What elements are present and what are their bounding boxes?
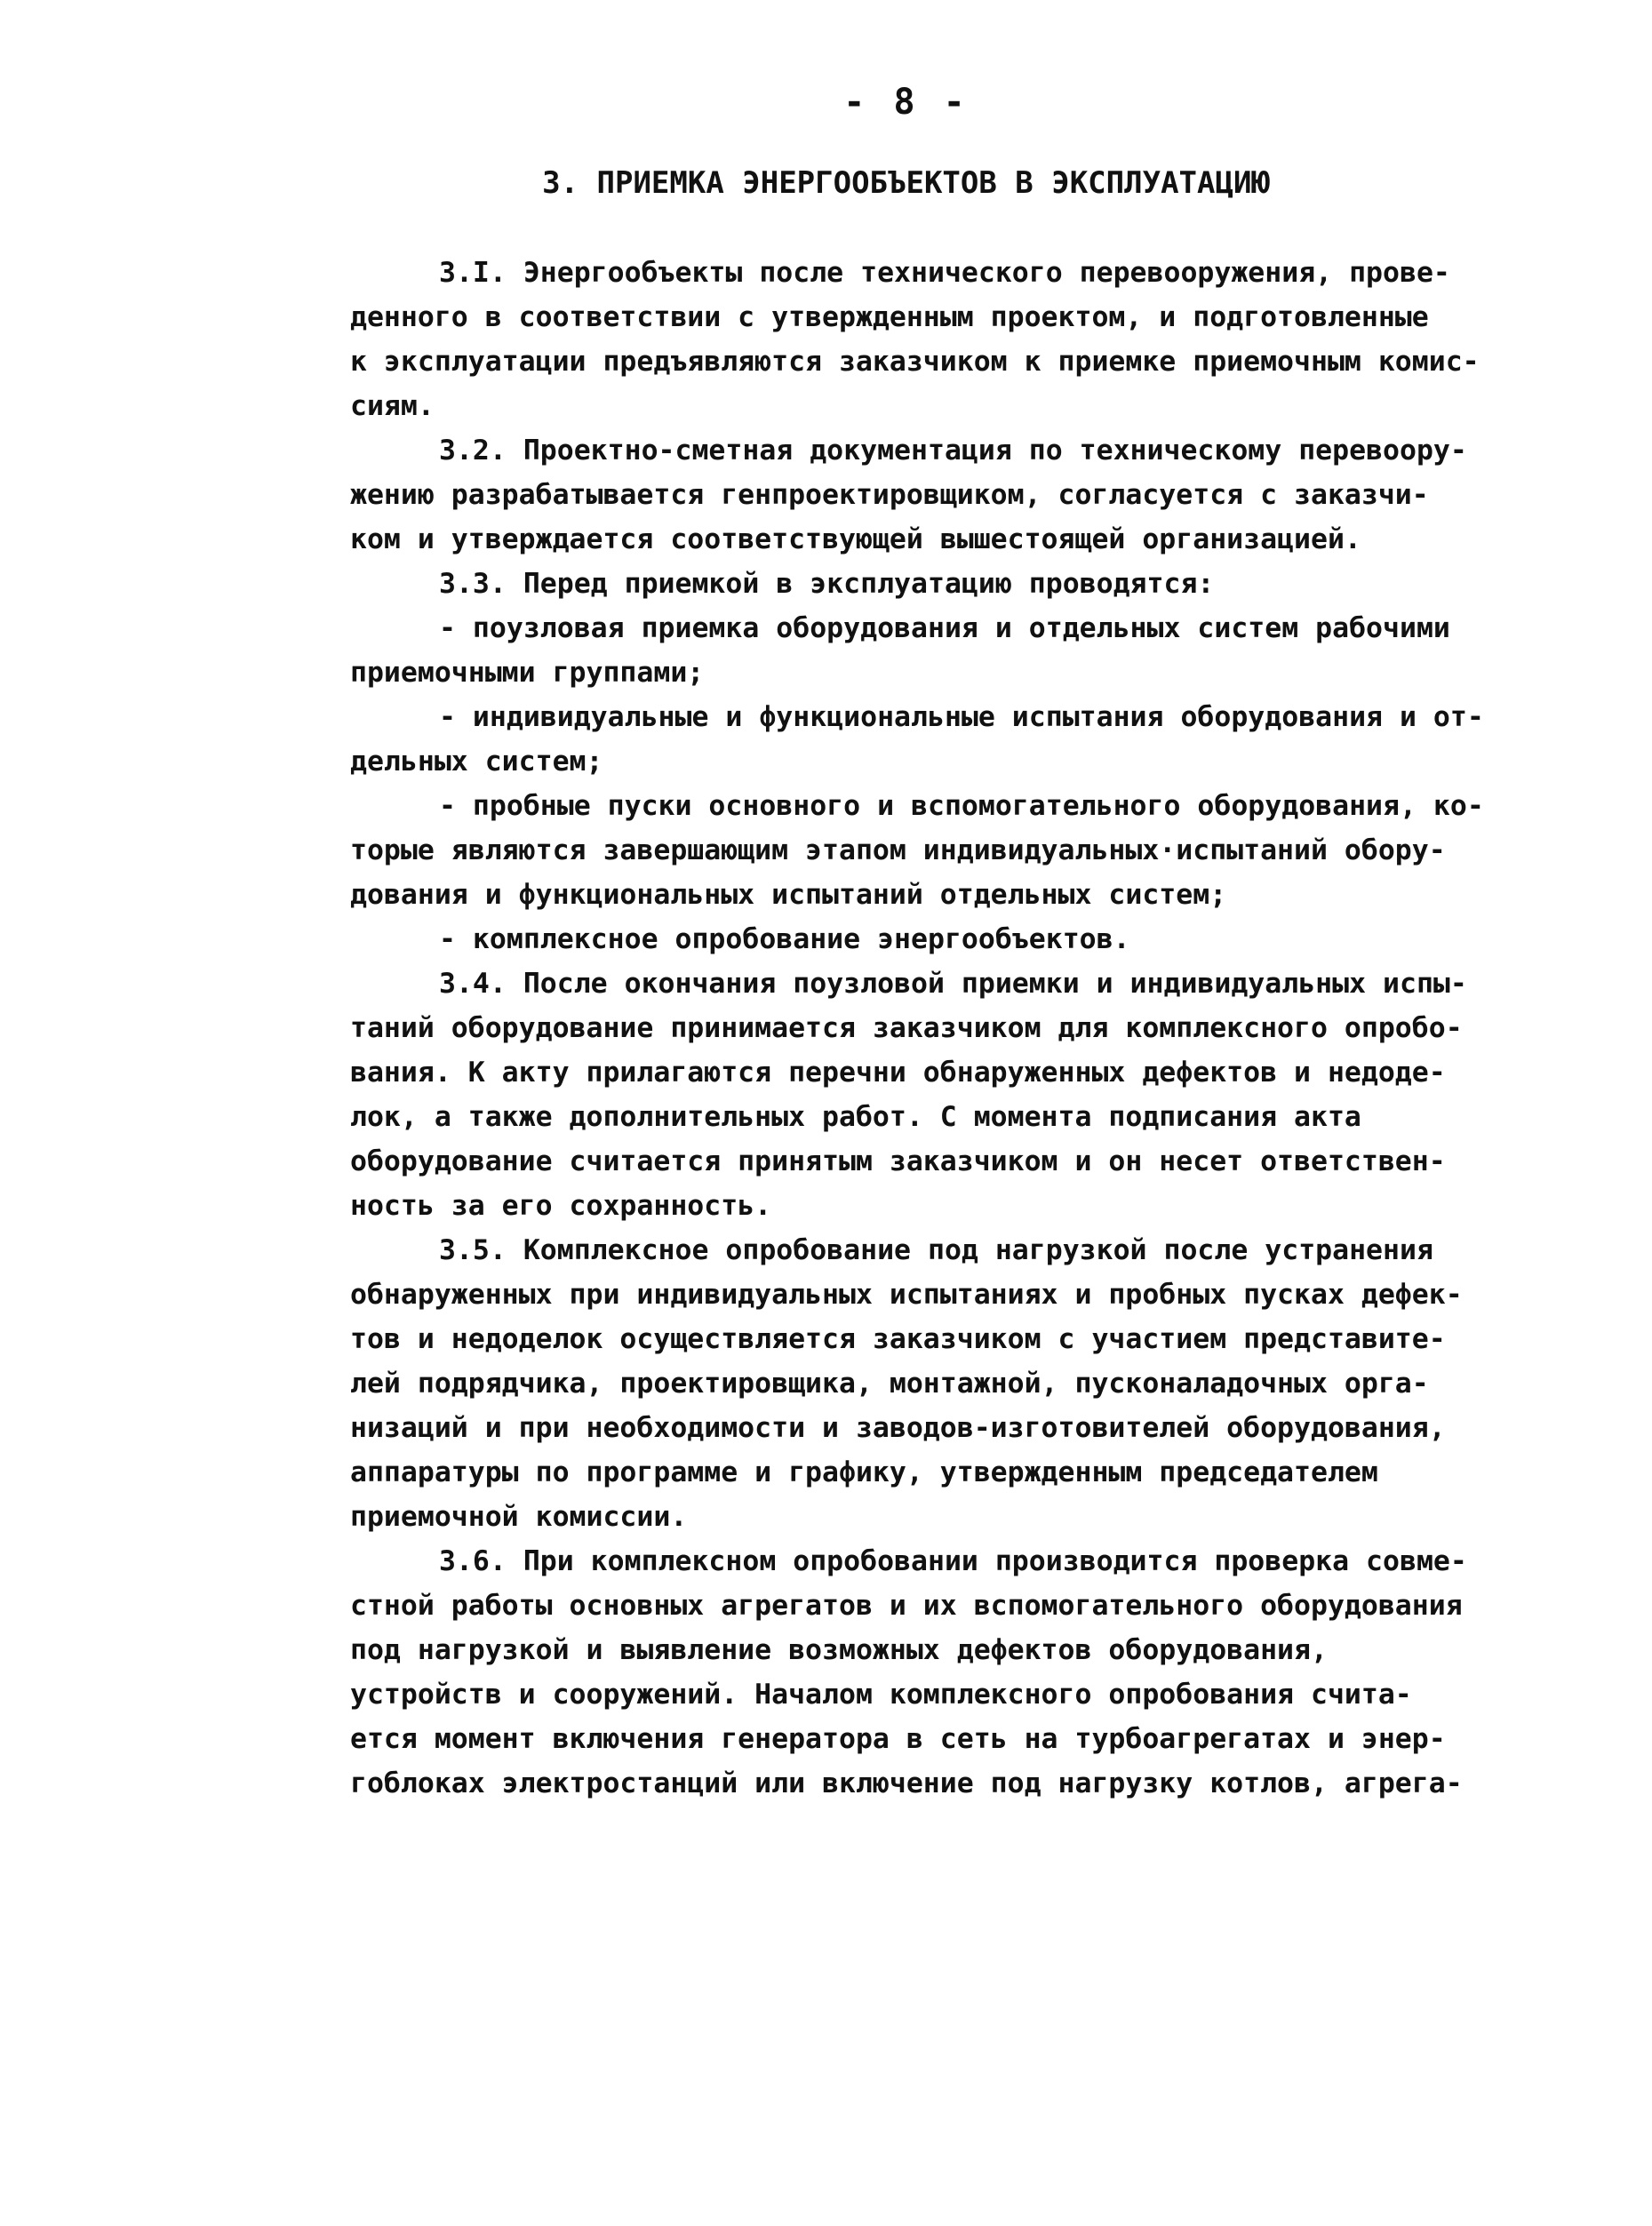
text-line: стной работы основных агрегатов и их вспомогательного оборудования bbox=[350, 1590, 1463, 1622]
text-line: - пробные пуски основного и вспомогательного оборудования, ко- bbox=[439, 790, 1484, 822]
text-line: вания. К акту прилагаются перечни обнаруженных дефектов и недоде- bbox=[350, 1057, 1446, 1089]
text-line: - комплексное опробование энергообъектов. bbox=[439, 923, 1130, 955]
text-line: ком и утверждается соответствующей вышестоящей организацией. bbox=[350, 523, 1361, 555]
text-line: приемочными группами; bbox=[350, 657, 705, 689]
text-line: лок, а также дополнительных работ. С момента подписания акта bbox=[350, 1101, 1361, 1133]
text-line: обнаруженных при индивидуальных испытаниях и пробных пусках дефек- bbox=[350, 1279, 1463, 1311]
text-line: 3.4. После окончания поузловой приемки и индивидуальных испы- bbox=[439, 968, 1467, 1000]
text-line: торые являются завершающим этапом индивидуальных·испытаний обору- bbox=[350, 834, 1446, 866]
section-heading: 3. ПРИЕМКА ЭНЕРГООБЪЕКТОВ В ЭКСПЛУАТАЦИЮ bbox=[542, 165, 1270, 201]
text-line: - индивидуальные и функциональные испытания оборудования и от- bbox=[439, 701, 1484, 733]
text-line: к эксплуатации предъявляются заказчиком к приемке приемочным комис- bbox=[350, 346, 1480, 378]
text-line: - поузловая приемка оборудования и отдельных систем рабочими bbox=[439, 612, 1450, 644]
text-line: тов и недоделок осуществляется заказчиком с участием представите- bbox=[350, 1323, 1446, 1355]
text-line: ется момент включения генератора в сеть на турбоагрегатах и энер- bbox=[350, 1723, 1446, 1755]
text-line: приемочной комиссии. bbox=[350, 1501, 688, 1533]
text-line: лей подрядчика, проектировщика, монтажной, пусконаладочных орга- bbox=[350, 1368, 1429, 1400]
text-line: устройств и сооружений. Началом комплексного опробования счита- bbox=[350, 1679, 1412, 1711]
text-line: 3.5. Комплексное опробование под нагрузкой после устранения bbox=[439, 1234, 1433, 1266]
text-line: низаций и при необходимости и заводов-изготовителей оборудования, bbox=[350, 1412, 1446, 1444]
text-line: дельных систем; bbox=[350, 746, 603, 778]
text-line: 3.6. При комплексном опробовании производится проверка совме- bbox=[439, 1545, 1467, 1577]
text-line: таний оборудование принимается заказчиком для комплексного опробо- bbox=[350, 1012, 1463, 1044]
page-number: - 8 - bbox=[843, 82, 969, 123]
text-line: жению разрабатывается генпроектировщиком, согласуется с заказчи- bbox=[350, 479, 1429, 511]
text-line: гоблоках электростанций или включение под нагрузку котлов, агрега- bbox=[350, 1767, 1463, 1799]
text-line: аппаратуры по программе и графику, утвержденным председателем bbox=[350, 1456, 1378, 1488]
text-line: оборудование считается принятым заказчиком и он несет ответствен- bbox=[350, 1145, 1446, 1177]
text-line: денного в соответствии с утвержденным проектом, и подготовленные bbox=[350, 301, 1429, 333]
text-line: 3.3. Перед приемкой в эксплуатацию проводятся: bbox=[439, 568, 1215, 600]
text-line: сиям. bbox=[350, 390, 435, 422]
text-line: 3.2. Проектно-сметная документация по техническому перевоору- bbox=[439, 435, 1467, 467]
text-line: 3.I. Энергообъекты после технического перевооружения, прове- bbox=[439, 257, 1450, 289]
text-line: ность за его сохранность. bbox=[350, 1190, 772, 1222]
text-line: под нагрузкой и выявление возможных дефектов оборудования, bbox=[350, 1634, 1328, 1666]
body-text bbox=[350, 251, 1576, 1806]
text-line: дования и функциональных испытаний отдельных систем; bbox=[350, 879, 1227, 911]
